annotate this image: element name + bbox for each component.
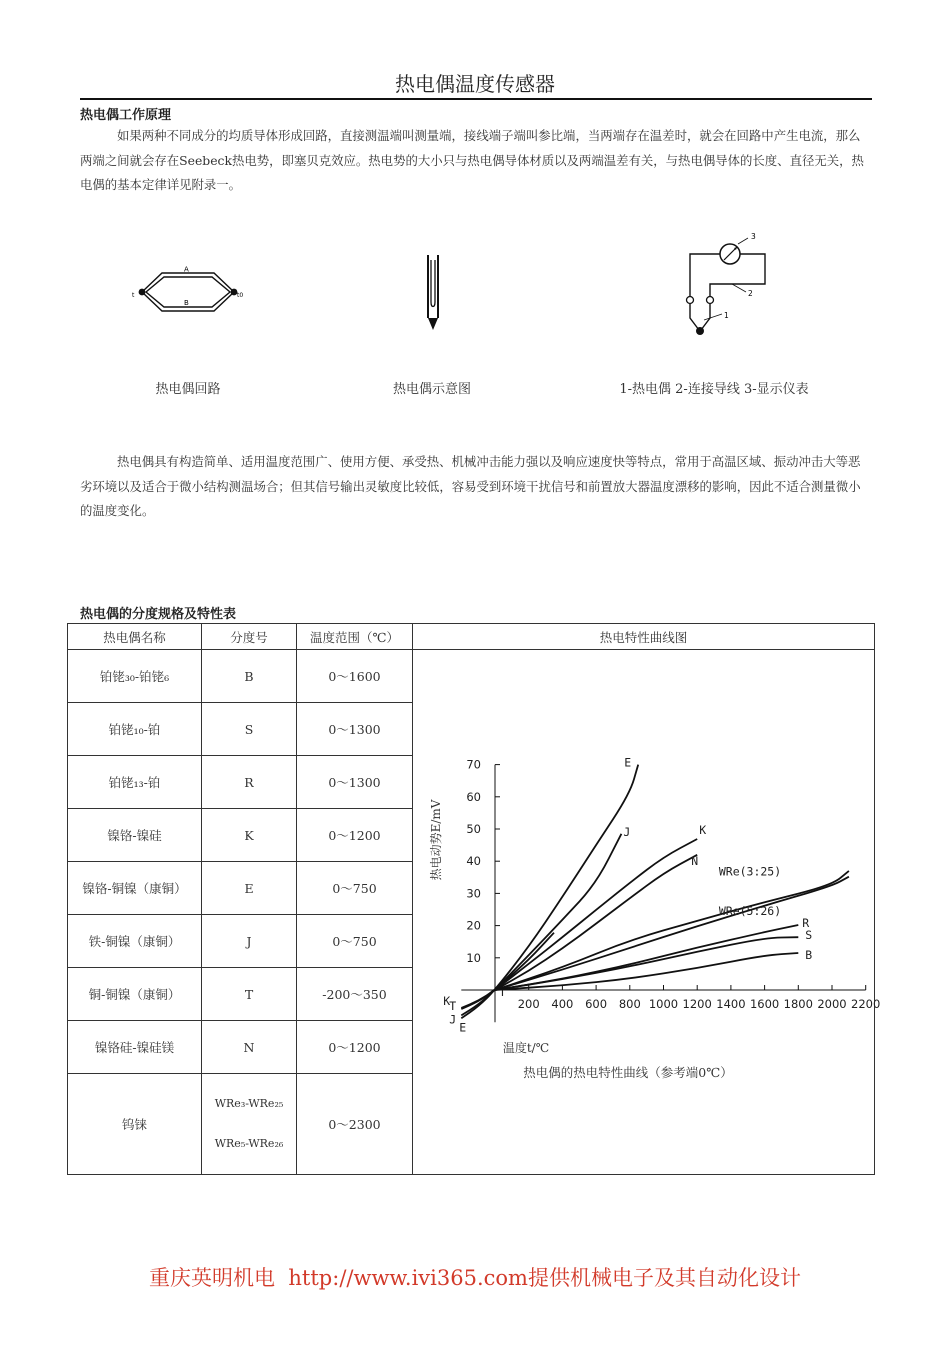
series-label: S [805, 928, 813, 943]
cell-range: 0～1300 [297, 703, 413, 756]
cell-name: 铂铑₃₀-铂铑₆ [68, 650, 202, 703]
spec-table [67, 623, 881, 1175]
x-tick-label: 1600 [749, 997, 780, 1011]
cell-range: 0～1200 [297, 809, 413, 862]
cell-code: R [202, 756, 297, 809]
series-line-j [461, 834, 621, 1016]
cell-name: 铂铑₁₃-铂 [68, 756, 202, 809]
cell-code: B [202, 650, 297, 703]
series-label: T [499, 985, 506, 999]
cell-range: -200～350 [297, 968, 413, 1021]
series-label: WRe(3:25) [718, 864, 782, 879]
chart-title: 热电偶的热电特性曲线（参考端0℃） [523, 1065, 733, 1080]
series-line-b [495, 953, 798, 990]
cell-range: 0～1200 [297, 1021, 413, 1074]
header-name: 热电偶名称 [68, 624, 202, 650]
cell-code: K [202, 809, 297, 862]
table-header-row [68, 624, 875, 650]
cell-code: T [202, 968, 297, 1021]
y-tick-label: 70 [466, 757, 481, 772]
connecting-wires [690, 254, 765, 300]
series-label: R [802, 915, 810, 930]
thermocouple-schematic-figure [418, 250, 448, 332]
series-line-n [495, 855, 697, 990]
schematic-inner-wires [431, 260, 435, 302]
series-label-low: E [459, 1020, 467, 1035]
loop-label-b: B [184, 299, 189, 307]
label-num1: 1 [724, 311, 729, 320]
cell-range: 0～750 [297, 862, 413, 915]
chart-xlabel: 温度t/℃ [502, 1041, 550, 1055]
x-tick-label: 600 [585, 997, 608, 1011]
series-label-low: T [449, 999, 457, 1014]
y-tick-label: 20 [466, 918, 481, 933]
loop-label-a: A [184, 265, 189, 274]
cell-code: S [202, 703, 297, 756]
series-label: N [691, 853, 699, 868]
title-rule [80, 98, 872, 100]
thermo-curve-chart [413, 650, 881, 1164]
cell-range: 0～1600 [297, 650, 413, 703]
loop-label-t0: t0 [237, 292, 244, 299]
features-paragraph: 热电偶具有构造简单、适用温度范围广、使用方便、承受热、机械冲击能力强以及响应速度快等特点，常用于高温区域、振动冲击大等恶劣环境以及适合于微小结构测温场合；但其信号输出灵敏度比较低，容易受到环境干扰信号和前置放大器温度漂移的影响，因此不适合测量微小的温度变化。 [80, 454, 861, 518]
header-code: 分度号 [202, 624, 297, 650]
series-label-low: K [443, 993, 451, 1008]
x-tick-label: 2000 [817, 997, 847, 1011]
measurement-circuit-figure [682, 230, 782, 342]
caption-circuit: 1-热电偶 2-连接导线 3-显示仪表 [619, 382, 809, 397]
principle-paragraph: 如果两种不同成分的均质导体形成回路，直接测温端叫测量端，接线端子端叫参比端，当两端存在温差时，就会在回路中产生电流，那么两端之间就会存在Seebeck热电势，即塞贝克效应。热电势的大小只与热电偶导体材质以及两端温差有关，与热电偶导体的长度、直径无关，热电偶的基本定律详见附录一。 [80, 128, 864, 192]
cell-name: 镍铬-铜镍（康铜） [68, 862, 202, 915]
document-title: 热电偶温度传感器 [395, 72, 555, 96]
x-tick-label: 1200 [682, 997, 712, 1011]
cell-name: 镍铬-镍硅 [68, 809, 202, 862]
thermocouple-tip [696, 327, 704, 335]
series-label: B [805, 947, 813, 962]
caption-loop: 热电偶回路 [155, 382, 221, 397]
x-tick-label: 1400 [716, 997, 746, 1011]
cell-code-2: WRe₅-WRe₂₆ [214, 1137, 284, 1150]
x-tick-label: 200 [517, 997, 540, 1011]
series-label: WRe(5:26) [718, 903, 782, 918]
cell-range: 0～750 [297, 915, 413, 968]
cell-name: 铂铑₁₀-铂 [68, 703, 202, 756]
footer-ad: 重庆英明机电 http://www.ivi365.com提供机械电子及其自动化设计 [149, 1266, 801, 1290]
cell-name: 钨铼 [68, 1074, 202, 1175]
header-range: 温度范围（℃） [297, 624, 413, 650]
y-tick-label: 60 [466, 789, 481, 804]
series-label: E [624, 755, 632, 770]
cell-name: 铁-铜镍（康铜） [68, 915, 202, 968]
cell-code [202, 1074, 297, 1175]
table-row [68, 650, 875, 703]
section-heading-table: 热电偶的分度规格及特性表 [80, 607, 237, 622]
y-tick-label: 50 [466, 822, 481, 836]
thermocouple-loop-figure [128, 265, 248, 318]
cell-code-1: WRe₃-WRe₂₅ [214, 1097, 284, 1110]
cell-name: 铜-铜镍（康铜） [68, 968, 202, 1021]
schematic-wires [428, 255, 438, 318]
curve-cell [413, 650, 881, 1175]
y-tick-label: 10 [466, 950, 481, 965]
x-tick-label: 800 [618, 997, 641, 1011]
cell-range: 0～1300 [297, 756, 413, 809]
y-tick-label: 40 [466, 854, 481, 869]
cell-code: E [202, 862, 297, 915]
x-tick-label: 400 [551, 997, 574, 1011]
chart-ylabel: 热电动势E/mV [429, 799, 443, 881]
header-curve: 热电特性曲线图 [413, 624, 875, 650]
section-heading-principle: 热电偶工作原理 [80, 108, 172, 123]
hot-junction [139, 289, 146, 296]
caption-schematic: 热电偶示意图 [392, 382, 471, 397]
schematic-tip [428, 318, 438, 330]
cell-range: 0～2300 [297, 1074, 413, 1175]
series-label: J [623, 824, 631, 839]
label-num3: 3 [751, 232, 756, 241]
terminal-right [707, 297, 714, 304]
x-tick-label: 1000 [648, 997, 679, 1011]
y-tick-label: 30 [466, 886, 481, 901]
terminal-left [687, 297, 694, 304]
cell-code: N [202, 1021, 297, 1074]
label-num2: 2 [748, 289, 753, 298]
cell-code: J [202, 915, 297, 968]
loop-label-t: t [132, 292, 135, 299]
series-label: K [699, 822, 707, 837]
cell-name: 镍铬硅-镍硅镁 [68, 1021, 202, 1074]
series-label-low: J [449, 1012, 457, 1027]
x-tick-label: 2200 [851, 997, 881, 1011]
x-tick-label: 1800 [783, 997, 813, 1011]
